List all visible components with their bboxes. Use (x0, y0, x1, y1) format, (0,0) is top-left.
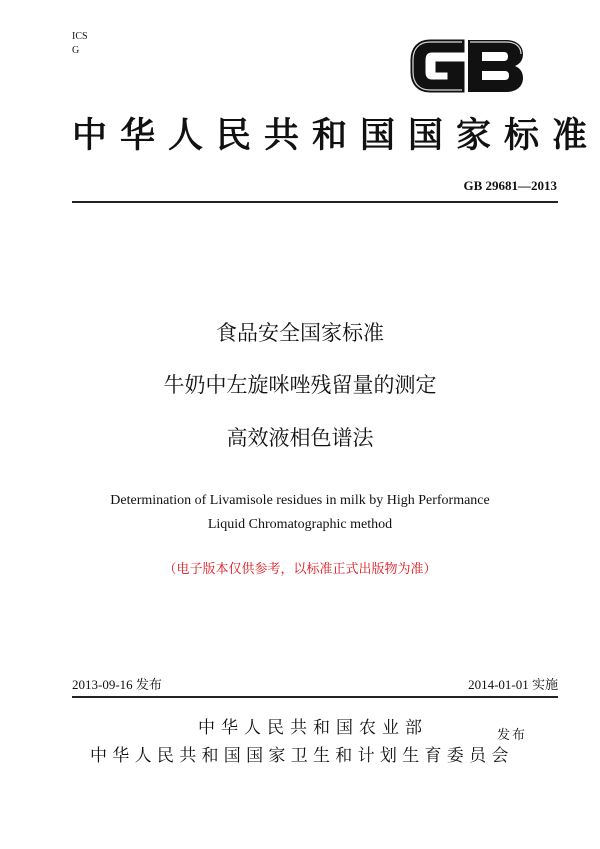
divider-bottom (72, 696, 558, 698)
main-title: 中华人民共和国国家标准 (72, 116, 600, 156)
ics-block (72, 30, 88, 58)
en-title-line-1: Determination of Livamisole residues in milk by High Performance (110, 493, 490, 508)
divider-top (72, 201, 558, 203)
standard-number: GB 29681—2013 (463, 178, 557, 193)
electronic-version-notice: （电子版本仅供参考，以标准正式出版物为准） (163, 562, 437, 577)
category-code: G (72, 45, 80, 56)
cn-title-line-3: 高效液相色谱法 (226, 426, 374, 450)
issued-by-label: 发布 (497, 728, 528, 743)
gb-logo (408, 36, 526, 96)
implementation-date: 2014-01-01 实施 (468, 677, 558, 692)
en-title-line-2: Liquid Chromatographic method (207, 517, 393, 532)
ics-label: ICS (72, 31, 88, 42)
issuer-health-commission: 中华人民共和国国家卫生和计划生育委员会 (90, 746, 514, 766)
gb-logo-icon (408, 36, 526, 96)
issue-date: 2013-09-16 发布 (72, 677, 162, 692)
cn-title-line-1: 食品安全国家标准 (216, 321, 384, 345)
issuer-ministry-agriculture: 中华人民共和国农业部 (198, 718, 428, 738)
cn-title-line-2: 牛奶中左旋咪唑残留量的测定 (163, 373, 437, 397)
